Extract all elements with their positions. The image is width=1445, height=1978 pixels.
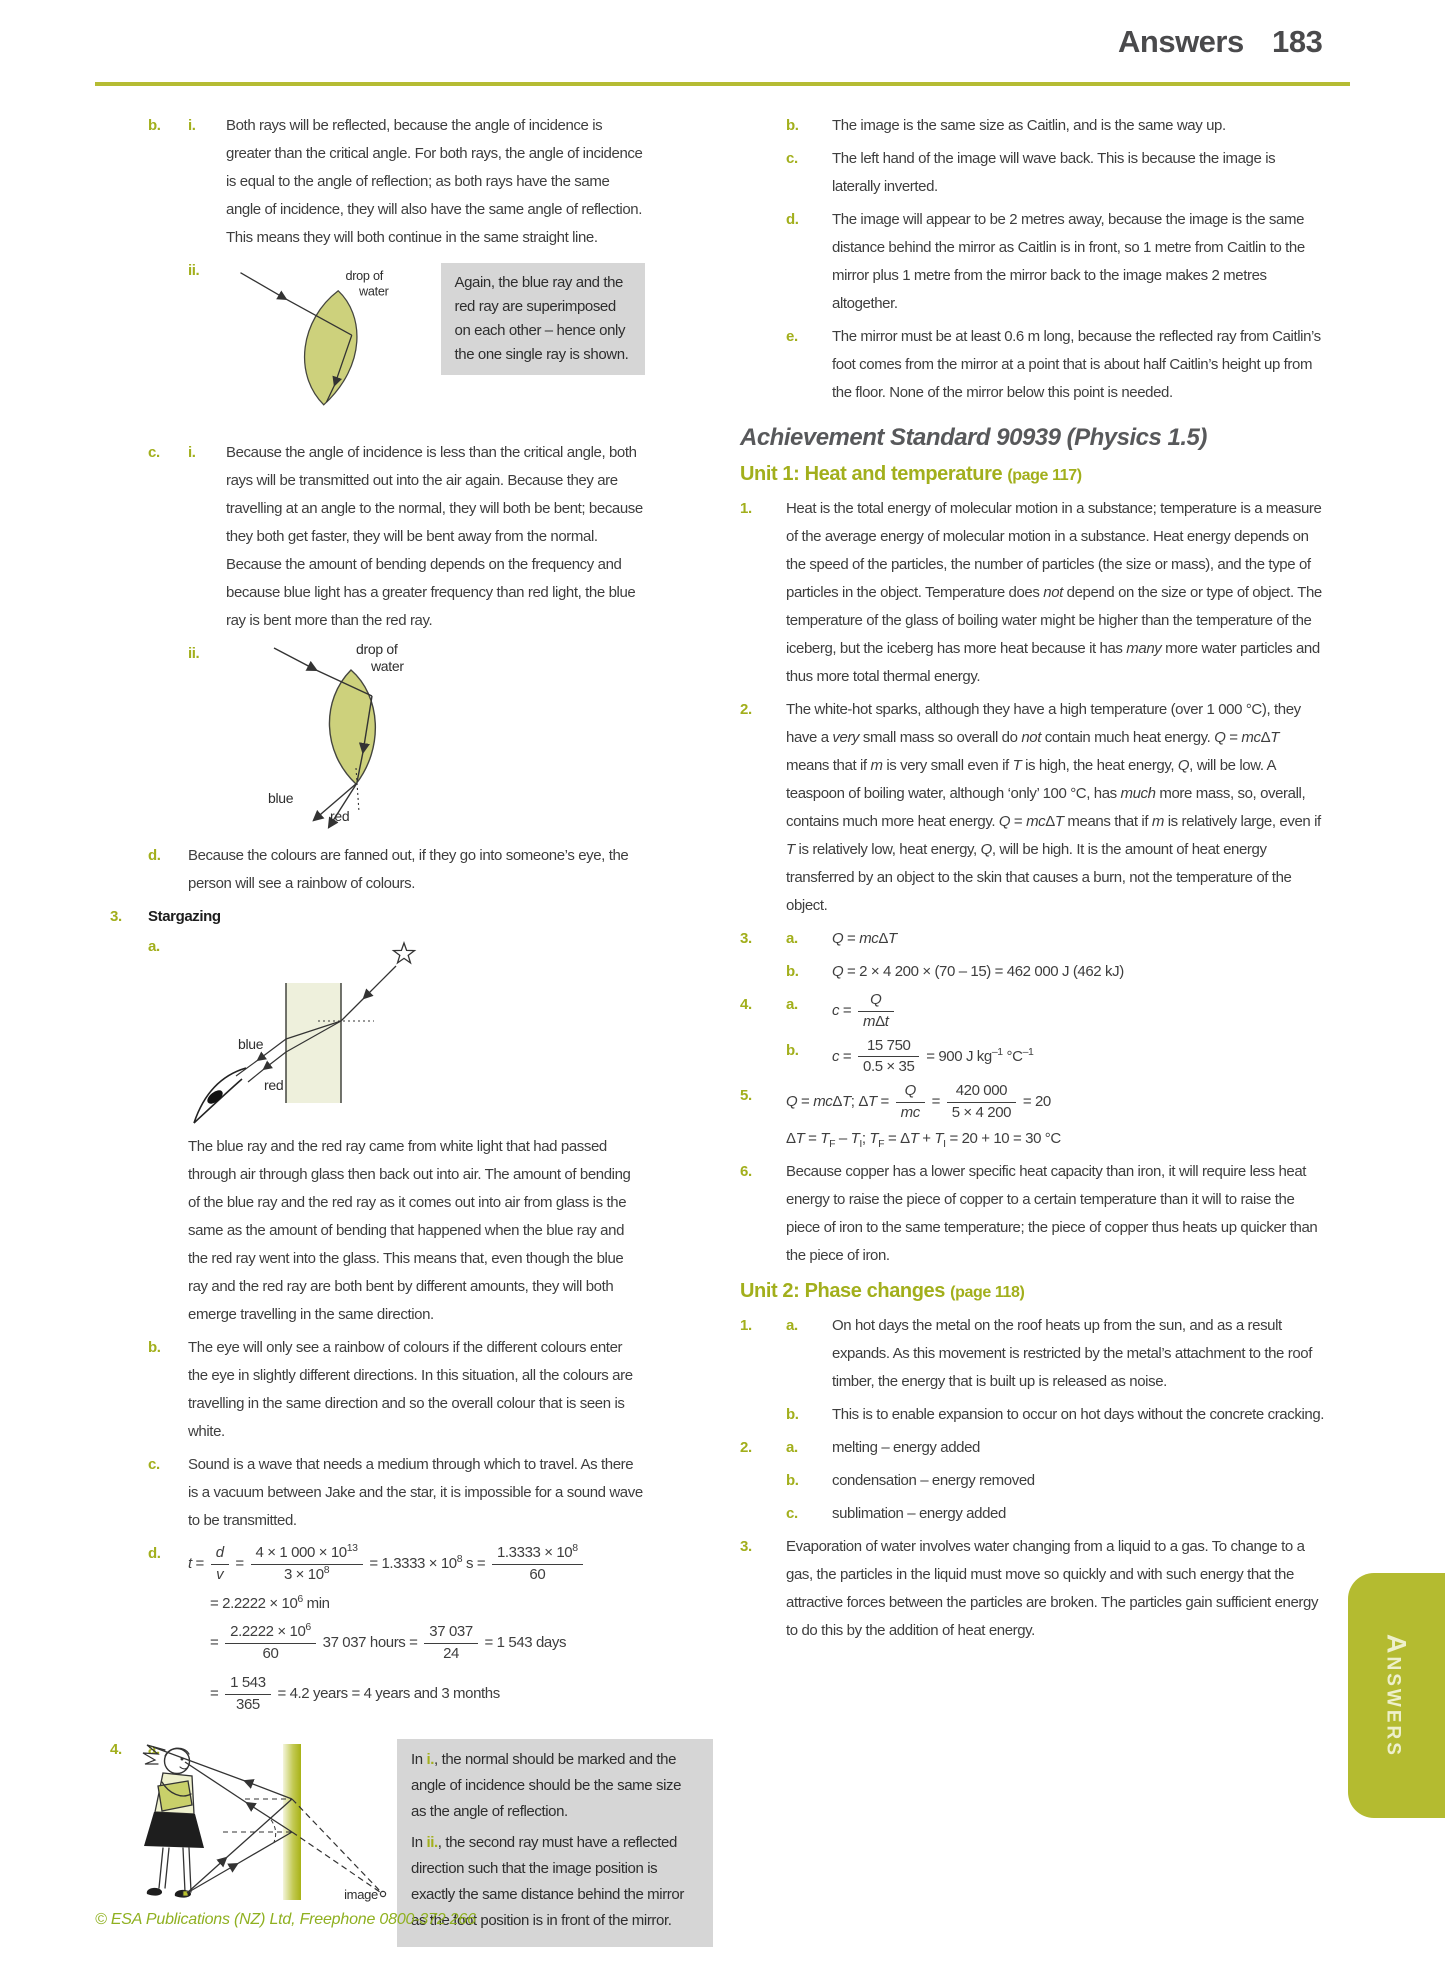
star-icon (394, 943, 415, 963)
answer-d (95, 842, 645, 898)
marker-a: a. (786, 1438, 798, 1456)
math-line: c = $\frac{15 750}{0.5 \times 35}$ = 900 J $kg^{-1}$ $^\circ C^{-1}$ (832, 1036, 1034, 1076)
marker-1: 1. (740, 1316, 752, 1334)
copyright-footer: © ESA Publications (NZ) Ltd, Freephone 0800-372 266 (95, 1911, 476, 1928)
marker-6: 6. (740, 1162, 752, 1180)
marker-d: d. (786, 211, 799, 228)
marker-b: b. (148, 1339, 161, 1356)
virtual-ray-lower (292, 1832, 380, 1892)
answer-b (740, 112, 1325, 140)
marker-d: d. (148, 847, 161, 864)
achievement-standard-heading: Achievement Standard 90939 (Physics 1.5) (740, 424, 1207, 451)
red-ray-label: red (264, 1077, 284, 1093)
answer-text: Sound is a wave that needs a medium through which to travel. As there is a vacuum between Jake and the star, it is impossible for a sound wave to be transmitted. (188, 1456, 643, 1529)
virtual-ray-upper (292, 1799, 380, 1891)
page-number: 183 (1272, 24, 1323, 59)
marker-b: b. (786, 117, 799, 134)
foot-point (183, 1891, 188, 1896)
marker-4: 4. (740, 996, 752, 1013)
answer-text: Evaporation of water involves water changing from a liquid to a gas. To change to a gas, the particles in the liquid must move so quickly and with such energy that the attractive forces between the particles are broken. The particles gain sufficient energy to do this by the addition of heat energy. (786, 1537, 1319, 1639)
marker-3: 3. (740, 930, 752, 947)
math-line-2: = $2.2222 \times 10^6$ min (210, 1592, 330, 1612)
answers-side-tab (1348, 1573, 1445, 1818)
right-column (740, 112, 1325, 1650)
answer-text: The image is the same size as Caitlin, and is the same way up. (832, 117, 1226, 134)
math-line-2: $\Delta T = T_F - T_I$; $T_F = \Delta T + T_I = 20 + 10 = 30$ °C (786, 1129, 1061, 1150)
marker-3: 3. (740, 1537, 752, 1555)
math-work (188, 1540, 645, 1724)
marker-b: b. (786, 1471, 799, 1489)
answer-text: The mirror must be at least 0.6 m long, because the reflected ray from Caitlin’s foot comes from the mirror at a point that is about half Caitlin’s height up from the floor. None of the mirror below this point is needed. (832, 328, 1321, 401)
math-line: Q = mcΔT (832, 930, 897, 947)
answer-text: Because the colours are fanned out, if they go into someone’s eye, the person will see a rainbow of colours. (188, 847, 629, 892)
u1-answer-5-line2 (740, 1125, 1325, 1153)
u2-answer-2b (740, 1467, 1325, 1495)
marker-a: a. (148, 1741, 160, 1759)
marker-c: c. (786, 150, 798, 167)
answer-3b (95, 1334, 645, 1446)
answer-3c (95, 1451, 645, 1535)
math-line-4: = $\frac{1 543}{365}$ = 4.2 years = 4 years and 3 months (210, 1673, 500, 1713)
u1-answer-3b (740, 958, 1325, 986)
header-rule (95, 82, 1350, 86)
answer-text: Heat is the total energy of molecular motion in a substance; temperature is a measure of the average energy of molecular motion in a substance. Heat energy depends on the speed of the particles, the number of particles (the size or mass), and the type of particles in the object. Temperature does not depend on the size or type of object. The temperature of the glass of boiling water might be higher than the temperature of the iceberg, but the iceberg has more heat because it has many more water particles and thus more total thermal energy. (786, 500, 1322, 685)
u1-answer-6 (740, 1158, 1325, 1270)
answer-text: The blue ray and the red ray came from white light that had passed through air through glass then back out into air. The amount of bending of the blue ray and the red ray as it comes out into air from glass is the same as the amount of bending that happened when the blue ray and the red ray went into the glass. This means that, even though the blue ray and the red ray are both bent by different amounts, they will both emerge travelling in the same direction. (188, 1138, 631, 1323)
u2-answer-1b (740, 1401, 1325, 1429)
figure-stargazing (95, 933, 645, 1133)
math-line: c = $\frac{Q}{\text{mΔt}}$ (832, 991, 1325, 1032)
marker-4: 4. (110, 1741, 122, 1759)
answer-text: The image will appear to be 2 metres away, because the image is the same distance behind the mirror as Caitlin is in front, so 1 metre from Caitlin to the mirror plus 1 metre from the mirror back to the image makes 2 metres altogether. (832, 211, 1305, 312)
unit-2-heading (740, 1278, 1325, 1306)
mirror (283, 1744, 301, 1900)
marker-2: 2. (740, 701, 752, 718)
question-3-title-row (95, 903, 645, 931)
math-line: Q = 2 × 4 200 × (70 – 15) = 462 000 J (462 kJ) (832, 963, 1124, 980)
unit-1-heading (740, 461, 1325, 489)
u1-answer-1 (740, 495, 1325, 691)
math-line-1: t = $\frac{d}{v}$ = $\frac{4 \times 1 000 \times 10^{13}}{3 \times 10^8}$ = $1.3333 \times 10^8$ s = $\frac{1.3333 \times 10^8}{60}$ (188, 1544, 645, 1585)
foot-ray-upper (187, 1858, 226, 1893)
answer-text: melting – energy added (832, 1438, 980, 1456)
answer-c-i (95, 439, 645, 635)
u2-answer-3 (740, 1533, 1325, 1645)
answer-text: On hot days the metal on the roof heats up from the sun, and as a result expands. As this movement is restricted by the metal’s attachment to the roof timber, the energy that is built up is released as noise. (832, 1316, 1313, 1390)
marker-b: b. (786, 963, 799, 980)
marker-5: 5. (740, 1087, 752, 1104)
water-drop-shape (305, 291, 357, 405)
answer-3a-text-row (95, 1133, 645, 1329)
callout-box-superimposed-rays: Again, the blue ray and the red ray are superimposed on each other – hence only the one single ray is shown. (441, 263, 646, 375)
answer-text: sublimation – energy added (832, 1504, 1006, 1522)
glass-slab (286, 983, 341, 1103)
marker-2: 2. (740, 1438, 752, 1456)
marker-b: b. (148, 117, 161, 134)
foot-ray-lower (187, 1864, 237, 1893)
angle-arc (271, 1820, 276, 1842)
drop-label-line1: drop of (345, 268, 383, 283)
blue-ray-label: blue (238, 1036, 264, 1052)
marker-i: i. (188, 117, 196, 134)
marker-c: c. (786, 1504, 798, 1522)
u1-answer-3a (740, 925, 1325, 953)
answer-text: Both rays will be reflected, because the angle of incidence is greater than the critical angle. For both rays, the angle of incidence is equal to the angle of reflection; as both rays have the same angle of incidence, they will also have the same angle of reflection. This means they will both continue in the same straight line. (226, 117, 643, 246)
marker-3: 3. (110, 908, 122, 925)
figure-water-drop-reflection (95, 257, 645, 435)
unit-1-page-ref: (page 117) (1007, 467, 1082, 484)
marker-i: i. (188, 444, 196, 461)
marker-a: a. (786, 930, 798, 947)
unit-1-title: Unit 1: Heat and temperature (740, 463, 1003, 485)
marker-a: a. (786, 1316, 798, 1334)
marker-a: a. (786, 996, 798, 1013)
marker-1: 1. (740, 500, 752, 517)
drop-label-line2: water (371, 658, 404, 674)
answer-text: The eye will only see a rainbow of colours if the different colours enter the eye in slightly different directions. In this situation, all the colours are travelling in the same direction and so the overall colour that is seen is white. (188, 1339, 633, 1440)
drop-reflection-diagram (226, 257, 441, 435)
marker-b: b. (786, 1405, 799, 1423)
marker-d: d. (148, 1545, 161, 1562)
u2-answer-1a (740, 1312, 1325, 1396)
answer-e (740, 323, 1325, 407)
image-label: image (344, 1887, 378, 1903)
answer-text: Because the angle of incidence is less than the critical angle, both rays will be transmitted out into the air again. Because they are travelling at an angle to the normal, they will both be bent; because they both get faster, they will be bent away from the normal. Because the amount of bending depends on the frequency and because blue light has a greater frequency than red light, the blue ray is bent more than the red ray. (226, 444, 643, 629)
answer-text: The white-hot sparks, although they have a high temperature (over 1 000 °C), they have a very small mass so overall do not contain much heat energy. Q = mcΔT means that if m is very small even if T is high, the heat energy, Q, will be low. A teaspoon of boiling water, although ‘only’ 100 °C, has much more mass, so, overall, contains much more heat energy. Q = mcΔT means that if m is relatively large, even if T is relatively low, heat energy, Q, will be high. It is the amount of heat energy transferred by an object to the skin that causes a burn, not the temperature of the object. (786, 701, 1321, 914)
image-point (380, 1892, 385, 1897)
incident-ray (240, 273, 285, 299)
answer-text: condensation – energy removed (832, 1471, 1035, 1489)
question-title: Stargazing (148, 908, 221, 925)
u2-answer-2a (740, 1434, 1325, 1462)
answer-b-i (95, 112, 645, 252)
answers-tab-label: Answers (1381, 1633, 1412, 1758)
marker-c: c. (148, 1456, 160, 1473)
answer-text: Because copper has a lower specific heat capacity than iron, it will require less heat energy to raise the piece of copper to a certain temperature than it will to raise the piece of iron to the same temperature; the piece of copper thus heats up quicker than the piece of iron. (786, 1162, 1318, 1264)
u1-answer-4a (740, 991, 1325, 1032)
drop-label-line2: water (359, 284, 389, 299)
answer-d (740, 206, 1325, 318)
u1-answer-5 (740, 1082, 1325, 1123)
stargazing-diagram (188, 933, 445, 1133)
math-line-1: Q = mcΔT; ΔT = $\frac{Q}{mc}$ = $\frac{420 000}{5 \times 4 200}$ = 20 (786, 1082, 1051, 1121)
incident-ray (274, 648, 316, 670)
page-header-title: Answers (1118, 24, 1244, 59)
answer-3d-math (95, 1540, 645, 1724)
marker-e: e. (786, 328, 798, 345)
answer-text: The left hand of the image will wave back. This is because the image is laterally inverted. (832, 150, 1276, 195)
marker-c: c. (148, 444, 160, 461)
drop-refraction-diagram (226, 640, 463, 838)
marker-a: a. (148, 938, 160, 955)
unit-2-page-ref: (page 118) (950, 1283, 1025, 1301)
math-line-3: = $\frac{2.2222 \times 10^6}{60}$ 37 037 hours = $\frac{37 037}{24}$ = 1 543 days (210, 1621, 567, 1662)
answer-text: This is to enable expansion to occur on hot days without the concrete cracking. (832, 1405, 1325, 1423)
u2-answer-2c (740, 1500, 1325, 1528)
left-column (95, 112, 684, 1960)
marker-ii: ii. (188, 645, 200, 662)
eye-icon (194, 1068, 246, 1123)
red-exit-ray (264, 1052, 286, 1069)
blue-ray-label: blue (268, 790, 294, 806)
answer-c (740, 145, 1325, 201)
incident-ray (364, 966, 396, 998)
u1-answer-2 (740, 696, 1325, 920)
u1-answer-4b (740, 1037, 1325, 1078)
marker-ii: ii. (188, 262, 200, 279)
marker-b: b. (786, 1041, 799, 1059)
red-ray-label: red (330, 808, 350, 824)
drop-label-line1: drop of (356, 641, 398, 657)
unit-2-title: Unit 2: Phase changes (740, 1279, 945, 1302)
figure-water-drop-refraction (95, 640, 645, 838)
note-ii: In ii., the second ray must have a reflected direction such that the image position is exactly the same distance behind the mirror as the foot position is in front of the mirror. (411, 1834, 684, 1930)
note-i: In i., the normal should be marked and the angle of incidence should be the same size as the angle of reflection. (411, 1751, 682, 1821)
